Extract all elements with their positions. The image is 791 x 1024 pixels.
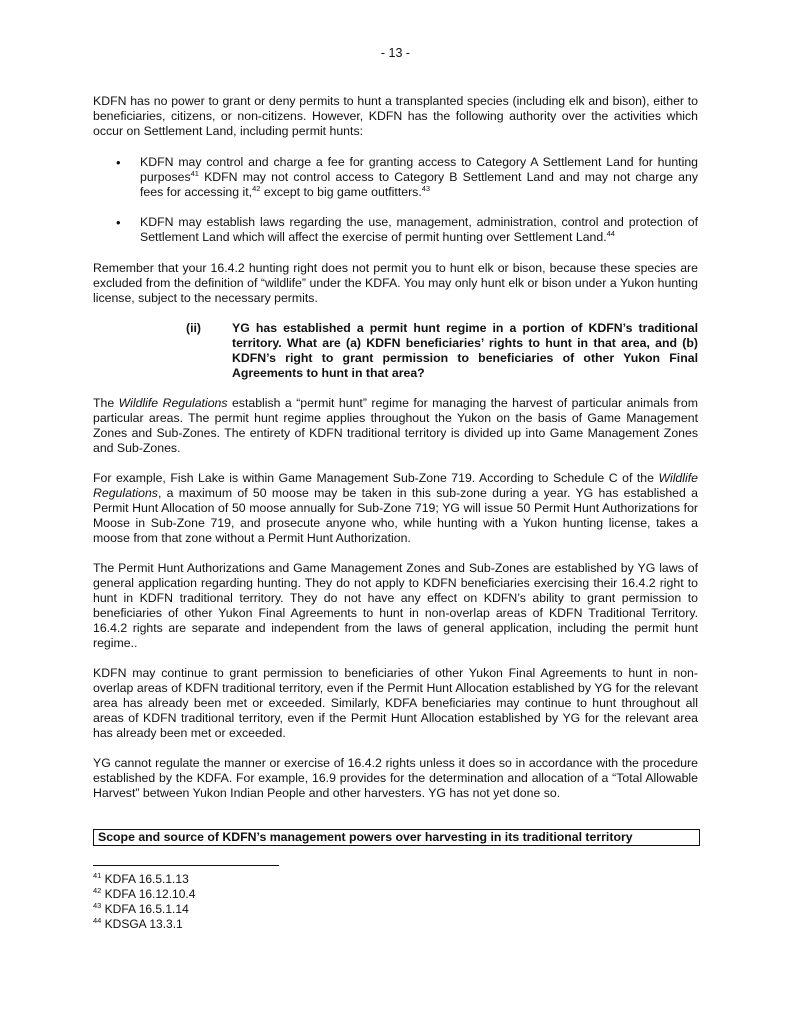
footnote-text: KDSGA 13.3.1	[101, 917, 183, 931]
bullet-text-part: except to big game outfitters.	[260, 185, 422, 199]
bullet-text-part: KDFN may establish laws regarding the use, management, administration, control and protection of Settlement Land which will affect the exercise of permit hunting over Settlement Land.	[140, 215, 698, 244]
text-run: , a maximum of 50 moose may be taken in this sub-zone during a year. YG has established a Permit Hunt Allocation of 50 moose annually for Sub-Zone 719; YG will issue 50 Permit Hunt Authorizations for Moose in Sub-Zone 719, and prosecute anyone who, while hunting with a Yukon hunting license, takes a moose from that zone without a Permit Hunt Authorization.	[93, 486, 698, 545]
text-run: establish a “permit hunt” regime for managing the harvest of particular animals from particular areas. The permit hunt regime applies throughout the Yukon on the basis of Game Management Zones and Sub-Zones. The entirety of KDFN traditional territory is divided up into Game Management Zones and Sub-Zones.	[93, 396, 698, 455]
paragraph-elk-bison: Remember that your 16.4.2 hunting right does not permit you to hunt elk or bison, because these species are excluded from the definition of “wildlife” under the KDFA. You may only hunt elk or bison under a Yukon hunting license, subject to the necessary permits.	[93, 261, 698, 305]
paragraph-permit-authority: KDFN has no power to grant or deny permits to hunt a transplanted species (including elk and bison), either to beneficiaries, citizens, or non-citizens. However, KDFN has the following authority over the activities which occur on Settlement Land, including permit hunts:	[93, 94, 698, 138]
footnote	[93, 887, 195, 902]
footnote-number: 44	[93, 916, 102, 925]
footnote-ref: 41	[190, 169, 199, 178]
footnote-divider	[93, 865, 279, 866]
bullet-text	[140, 215, 698, 245]
footnote-ref: 42	[252, 184, 261, 193]
paragraph-laws-of-general-application: The Permit Hunt Authorizations and Game Management Zones and Sub-Zones are established by YG laws of general application regarding hunting. They do not apply to KDFN beneficiaries exercising their 16.4.2 right to hunt in KDFN traditional territory. They do not have any effect on KDFN’s ability to grant permission to beneficiaries of other Yukon Final Agreements to hunt in non-overlap areas of KDFN Traditional Territory. 16.4.2 rights are separate and independent from the laws of general application, including the permit hunt regime..	[93, 561, 698, 650]
footnote-ref: 43	[421, 184, 431, 193]
bullet-text-part: KDFN may not control access to Category B Settlement Land and may not charge any fees for accessing it,	[140, 170, 698, 199]
section-heading: Scope and source of KDFN’s management powers over harvesting in its traditional territory	[93, 829, 700, 846]
footnote-number: 42	[93, 886, 102, 895]
footnote-text: KDFA 16.12.10.4	[101, 887, 196, 901]
footnote-ref: 44	[606, 229, 615, 238]
footnote-number: 43	[93, 901, 102, 910]
footnote	[93, 872, 189, 887]
italic-title: Wildlife Regulations	[118, 396, 228, 410]
question-number: (ii)	[186, 321, 202, 335]
bullet-item-laws	[116, 215, 698, 245]
footnote-number: 41	[93, 871, 102, 880]
question-heading	[186, 321, 698, 381]
italic-title: Wildlife Regulations	[93, 471, 698, 500]
paragraph-wildlife-regulations	[93, 396, 698, 456]
page-number: - 13 -	[380, 46, 411, 60]
footnote	[93, 902, 189, 917]
paragraph-continue-to-grant: KDFN may continue to grant permission to beneficiaries of other Yukon Final Agreements to hunt in non-overlap areas of KDFN traditional territory, even if the Permit Hunt Allocation established by YG for the relevant area has already been met or exceeded. Similarly, KDFA beneficiaries may continue to hunt throughout all areas of KDFN traditional territory, even if the Permit Hunt Allocation established by YG for the relevant area has already been met or exceeded.	[93, 666, 698, 740]
footnote-text: KDFA 16.5.1.13	[101, 872, 189, 886]
bullet-text	[140, 155, 698, 200]
footnote	[93, 917, 183, 932]
text-run: For example, Fish Lake is within Game Management Sub-Zone 719. According to Schedule C of the	[93, 471, 659, 485]
text-run: The	[93, 396, 119, 410]
bullet-icon: •	[116, 215, 121, 230]
question-text: YG has established a permit hunt regime in a portion of KDFN’s traditional territory. What are (a) KDFN beneficiaries’ rights to hunt in that area, and (b) KDFN’s right to grant permission to beneficiaries of other Yukon Final Agreements to hunt in that area?	[232, 321, 698, 380]
paragraph-yg-regulation: YG cannot regulate the manner or exercise of 16.4.2 rights unless it does so in accordance with the procedure established by the KDFA. For example, 16.9 provides for the determination and allocation of a “Total Allowable Harvest” between Yukon Indian People and other harvesters. YG has not yet done so.	[93, 756, 698, 800]
bullet-icon: •	[116, 155, 121, 170]
bullet-text-part: KDFN may control and charge a fee for granting access to Category A Settlement Land for hunting purposes	[140, 155, 698, 184]
bullet-item-access	[116, 155, 698, 200]
paragraph-fish-lake-example	[93, 471, 698, 546]
footnote-text: KDFA 16.5.1.14	[101, 902, 189, 916]
